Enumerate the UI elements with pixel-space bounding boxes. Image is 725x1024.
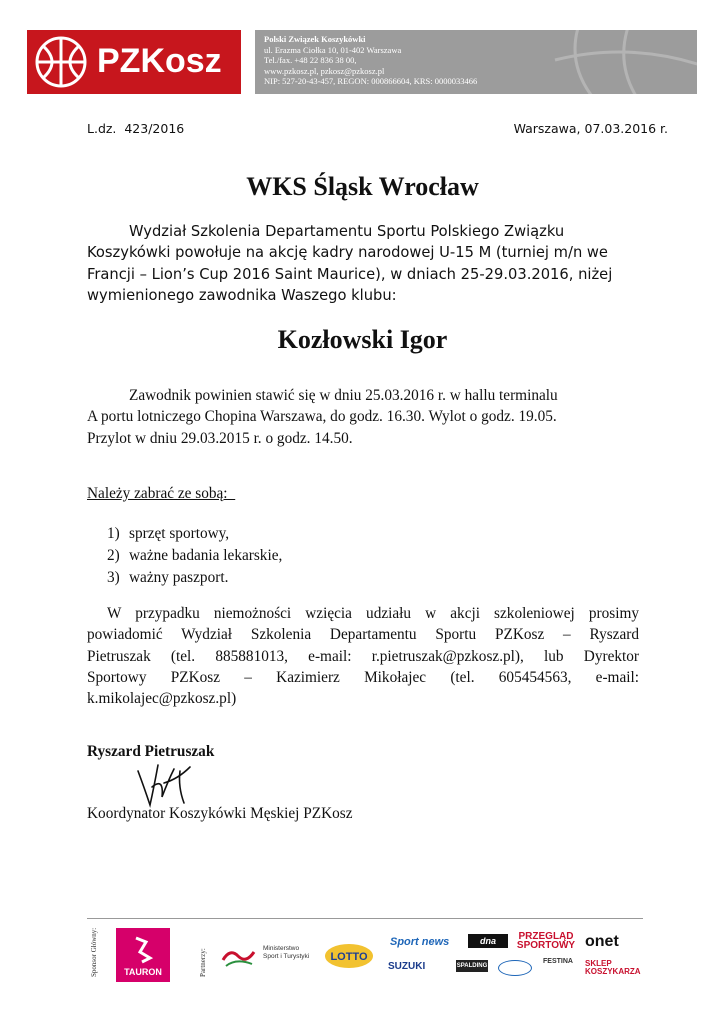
list-text: ważny paszport. <box>129 568 229 586</box>
list-number: 1) <box>107 525 120 542</box>
festina-logo: FESTINA <box>543 958 573 965</box>
paragraph-line: Pietruszak (tel. 885881013, e-mail: r.pietruszak@pzkosz.pl), lub Dyrektor <box>87 647 639 665</box>
reference-number: L.dz. 423/2016 <box>87 121 185 136</box>
paragraph-line: Wydział Szkolenia Departamentu Sportu Polskiego Związku <box>129 223 565 240</box>
list-item <box>107 545 282 567</box>
footer-divider <box>87 918 643 919</box>
sportnews-logo: Sport news <box>390 936 450 948</box>
paragraph-line: Koszykówki powołuje na akcję kadry narodowej U-15 M (turniej m/n we <box>87 244 608 262</box>
packing-list-heading: Należy zabrać ze sobą: <box>87 485 236 502</box>
partner-oval-logo-icon <box>498 960 532 976</box>
org-web-email: www.pzkosz.pl, pzkosz@pzkosz.pl <box>264 65 385 76</box>
org-registry: NIP: 527-20-43-457, REGON: 000866604, KRS: 0000033466 <box>264 76 478 87</box>
player-name-heading: Kozłowski Igor <box>277 325 448 354</box>
signer-name: Ryszard Pietruszak <box>87 743 215 760</box>
org-contact-block <box>264 34 477 87</box>
signer-role: Koordynator Koszykówki Męskiej PZKosz <box>87 805 353 822</box>
ministry-name: Ministerstwo Sport i Turystyki <box>263 945 310 960</box>
list-number: 2) <box>107 546 120 564</box>
contact-paragraph <box>87 603 639 709</box>
pzkosz-logo <box>27 30 241 94</box>
paragraph-line: k.mikolajec@pzkosz.pl) <box>87 690 237 708</box>
lotto-logo-icon <box>323 936 375 970</box>
paragraph-line: W przypadku niemożności wzięcia udziału w akcji szkoleniowej prosimy <box>107 605 639 622</box>
list-number: 3) <box>107 568 120 586</box>
przeglad-sportowy-logo: PRZEGLĄD SPORTOWY <box>516 931 576 951</box>
basketball-icon <box>31 32 91 92</box>
paragraph-line: Przylot w dniu 29.03.2015 r. o godz. 14.50. <box>87 429 353 447</box>
sklep-koszykarza-logo: SKLEP KOSZYKARZA <box>585 959 641 976</box>
paragraph-line: Sportowy PZKosz – Kazimierz Mikołajec (tel. 605454563, e-mail: <box>87 668 639 686</box>
dna-logo: dna <box>468 934 508 948</box>
paragraph-line: Francji – Lion’s Cup 2016 Saint Maurice), w dniach 25-29.03.2016, niżej <box>87 265 613 283</box>
travel-paragraph <box>87 385 640 449</box>
tauron-wordmark: TAURON <box>124 967 162 977</box>
lotto-wordmark: LOTTO <box>330 951 368 963</box>
main-sponsor-label: Sponsor Główny: <box>90 927 98 977</box>
list-item <box>107 567 282 589</box>
org-name: Polski Związek Koszykówki <box>264 34 366 44</box>
spalding-logo: SPALDING <box>456 960 488 972</box>
paragraph-line: Zawodnik powinien stawić się w dniu 25.03.2016 r. w hallu terminalu <box>129 387 558 404</box>
addressee-heading: WKS Śląsk Wrocław <box>246 172 479 201</box>
onet-logo: onet <box>585 933 619 950</box>
list-item <box>107 523 282 545</box>
partners-label: Partnerzy: <box>199 948 207 977</box>
paragraph-line: wymienionego zawodnika Waszego klubu: <box>87 286 397 304</box>
invitation-paragraph <box>87 221 640 306</box>
packing-list <box>107 523 282 588</box>
paragraph-line: A portu lotniczego Chopina Warszawa, do godz. 16.30. Wylot o godz. 19.05. <box>87 408 557 426</box>
header-band <box>255 30 697 94</box>
paragraph-line: powiadomić Wydział Szkolenia Departamentu Sportu PZKosz – Ryszard <box>87 626 639 644</box>
org-phone: Tel./fax. +48 22 836 38 00, <box>264 55 357 66</box>
letter-date: Warszawa, 07.03.2016 r. <box>513 121 668 136</box>
tauron-logo <box>116 928 170 982</box>
list-text: ważne badania lekarskie, <box>129 546 283 564</box>
org-address: ul. Erazma Ciołka 10, 01-402 Warszawa <box>264 44 402 55</box>
suzuki-logo: SUZUKI <box>388 961 426 972</box>
list-text: sprzęt sportowy, <box>129 525 230 542</box>
brand-wordmark: PZKosz <box>97 42 222 80</box>
